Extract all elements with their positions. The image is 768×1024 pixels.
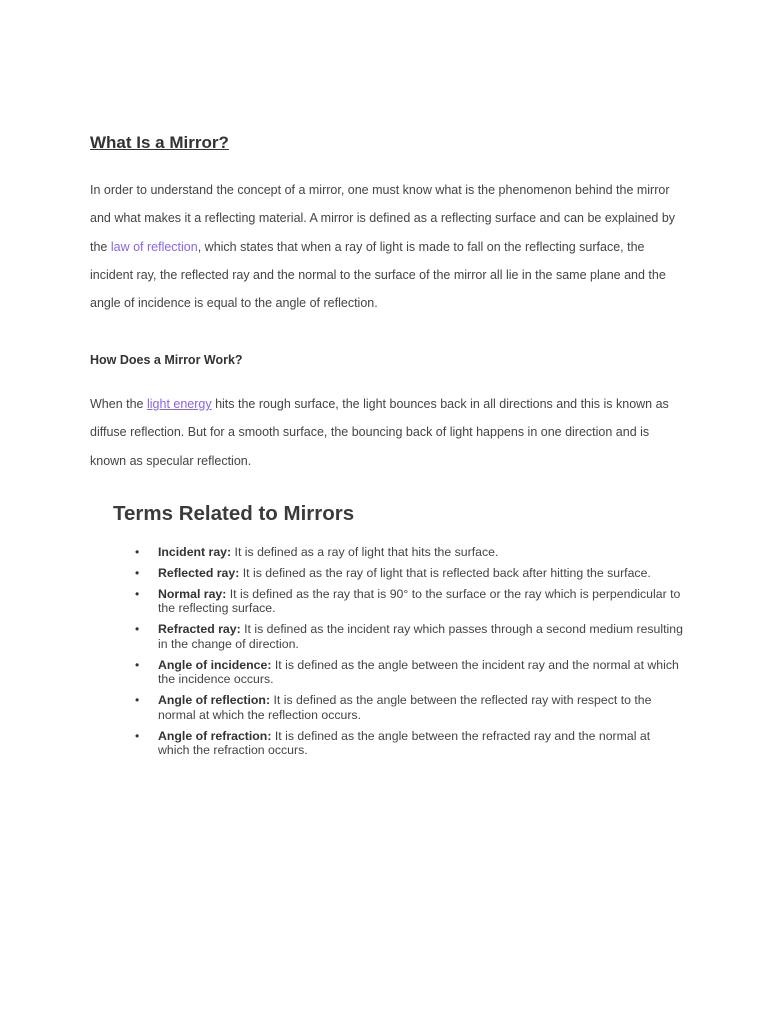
light-energy-link[interactable]: light energy [146, 397, 212, 411]
list-item-normal-ray [135, 587, 683, 616]
list-item-angle-of-refraction [135, 729, 683, 758]
term-name: Normal ray: [158, 586, 227, 601]
paragraph-mirror-work [90, 390, 680, 475]
term-definition: It is defined as the incident ray which passes through a second medium resulting in the change of direction. [158, 622, 683, 651]
law-of-reflection-link[interactable]: law of reflection [110, 239, 198, 254]
bullet-icon: • [135, 693, 140, 708]
term-name: Angle of reflection: [158, 693, 271, 708]
term-definition: It is defined as the ray of light that is reflected back after hitting the surface. [239, 565, 651, 580]
term-name: Incident ray: [158, 545, 232, 559]
paragraph-text-after-link: hits the rough surface, the light bounces back in all directions and this is known as diffuse reflection. But for a smooth surface, the bouncing back of light happens in one direction and is known as specular reflection. [90, 397, 669, 468]
bullet-icon: • [135, 622, 140, 637]
terms-list [135, 545, 683, 764]
paragraph-text-part-2: , which states that when a ray of light is made to fall on the reflecting surface, the incident ray, the reflected ray and the normal to the surface of the mirror all lie in the same plane and the angle of incidence is equal to the angle of reflection. [90, 239, 666, 311]
list-item-angle-of-incidence [135, 658, 683, 687]
paragraph-text-part-1: In order to understand the concept of a mirror, one must know what is the phenomenon behind the mirror and what makes it a reflecting material. A mirror is defined as a reflecting surface and can be explained by the [90, 183, 676, 254]
bullet-icon: • [135, 545, 140, 559]
term-name: Refracted ray: [158, 622, 241, 637]
term-name: Angle of incidence: [158, 657, 272, 672]
term-definition: It is defined as the angle between the incident ray and the normal at which the incidence occurs. [158, 657, 679, 687]
term-definition: It is defined as the angle between the refracted ray and the normal at which the refraction occurs. [158, 728, 651, 758]
list-item-refracted-ray [135, 622, 683, 651]
term-definition: It is defined as the angle between the reflected ray with respect to the normal at which the reflection occurs. [158, 693, 652, 722]
bullet-icon: • [135, 657, 140, 672]
term-name: Angle of refraction: [158, 728, 272, 743]
bullet-icon: • [135, 586, 140, 601]
section-title-how-does-a-mirror-work: How Does a Mirror Work? [90, 353, 243, 367]
section-title-terms-related-to-mirrors: Terms Related to Mirrors [113, 502, 355, 525]
term-definition: It is defined as a ray of light that hits the surface. [231, 545, 499, 559]
bullet-icon: • [135, 565, 140, 580]
list-item-angle-of-reflection [135, 693, 683, 722]
bullet-icon: • [135, 728, 140, 743]
term-name: Reflected ray: [158, 565, 240, 580]
term-definition: It is defined as the ray that is 90° to the surface or the ray which is perpendicular to the reflecting surface. [158, 586, 681, 616]
paragraph-mirror-definition [90, 176, 680, 317]
section-title-what-is-a-mirror: What Is a Mirror? [90, 133, 229, 152]
list-item-reflected-ray [135, 566, 683, 581]
paragraph-text-before-link: When the [90, 397, 147, 411]
list-item-incident-ray [135, 545, 683, 560]
